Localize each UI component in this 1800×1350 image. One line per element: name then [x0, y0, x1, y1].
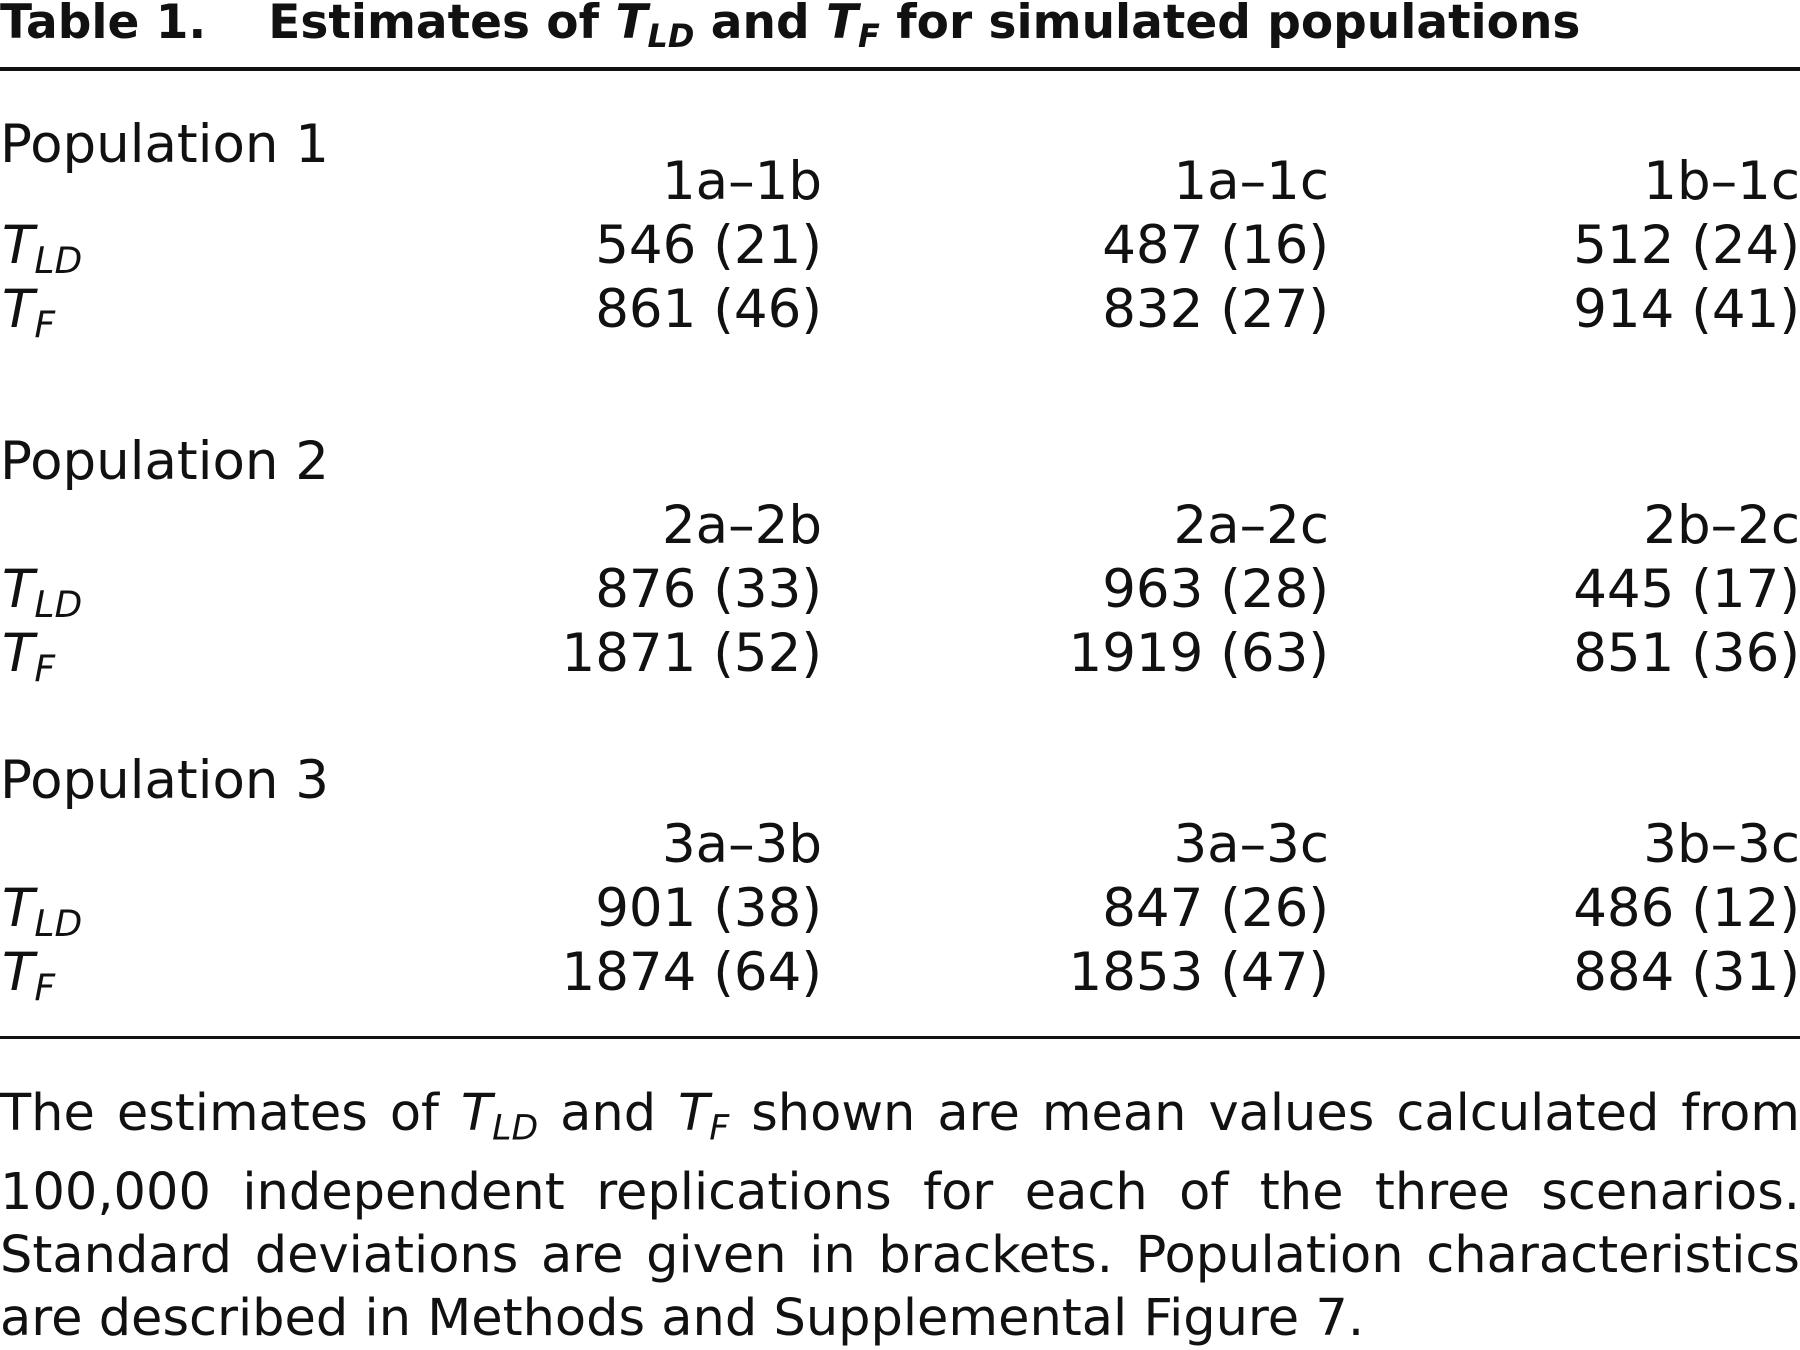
table-cell: 832 (27) [1102, 279, 1329, 340]
table-cell: 1874 (64) [561, 942, 822, 1003]
bottom-rule [0, 1036, 1800, 1039]
table-cell: 512 (24) [1573, 215, 1800, 276]
table-cell: 851 (36) [1573, 623, 1800, 684]
table-cell: 884 (31) [1573, 942, 1800, 1003]
table-cell: 847 (26) [1102, 878, 1329, 939]
table-cell: 445 (17) [1573, 559, 1800, 620]
symbol-tf: $T_F$ [825, 0, 880, 55]
row-label-tf: $T_F$ [2, 623, 56, 691]
table-cell: 1871 (52) [561, 623, 822, 684]
row-label-tf: $T_F$ [2, 942, 56, 1010]
table-footnote: The estimates of $T_{LD}$ and $T_F$ shown are mean values calculated from 100,000 independent replications for each of the three scenarios. Standard deviations are given in brackets. Population characteristics are described in Methods and Supplemental Figure 7. [0, 1084, 1800, 1348]
pair-header: 2a–2b [661, 495, 822, 556]
pair-header: 2a–2c [1173, 495, 1329, 556]
population-heading: Population 2 [0, 431, 330, 492]
symbol-tld: $T_{LD}$ [615, 0, 695, 55]
caption-text: and [710, 0, 810, 50]
pair-header: 1a–1c [1173, 151, 1329, 212]
table-cell: 1853 (47) [1068, 942, 1329, 1003]
top-rule [0, 67, 1800, 71]
table-cell: 487 (16) [1102, 215, 1329, 276]
row-label-tld: $T_{LD}$ [2, 878, 83, 946]
symbol-tld: $T_{LD}$ [461, 1084, 539, 1149]
symbol-tf: $T_F$ [678, 1084, 730, 1149]
table-cell: 486 (12) [1573, 878, 1800, 939]
caption-text: for simulated populations [896, 0, 1581, 50]
table-caption [0, 0, 1580, 56]
pair-header: 3a–3c [1173, 814, 1329, 875]
table-number: Table 1. [0, 0, 207, 50]
table-cell: 963 (28) [1102, 559, 1329, 620]
table-cell: 1919 (63) [1068, 623, 1329, 684]
pair-header: 1a–1b [661, 151, 822, 212]
table-cell: 876 (33) [595, 559, 822, 620]
population-heading: Population 3 [0, 750, 330, 811]
pair-header: 3b–3c [1643, 814, 1800, 875]
row-label-tf: $T_F$ [2, 279, 56, 347]
pair-header: 3a–3b [661, 814, 822, 875]
table-cell: 914 (41) [1573, 279, 1800, 340]
pair-header: 1b–1c [1643, 151, 1800, 212]
population-heading: Population 1 [0, 114, 330, 175]
row-label-tld: $T_{LD}$ [2, 215, 83, 283]
table-cell: 901 (38) [595, 878, 822, 939]
table-cell: 546 (21) [595, 215, 822, 276]
row-label-tld: $T_{LD}$ [2, 559, 83, 627]
pair-header: 2b–2c [1643, 495, 1800, 556]
table-cell: 861 (46) [595, 279, 822, 340]
caption-text: Estimates of [268, 0, 600, 50]
